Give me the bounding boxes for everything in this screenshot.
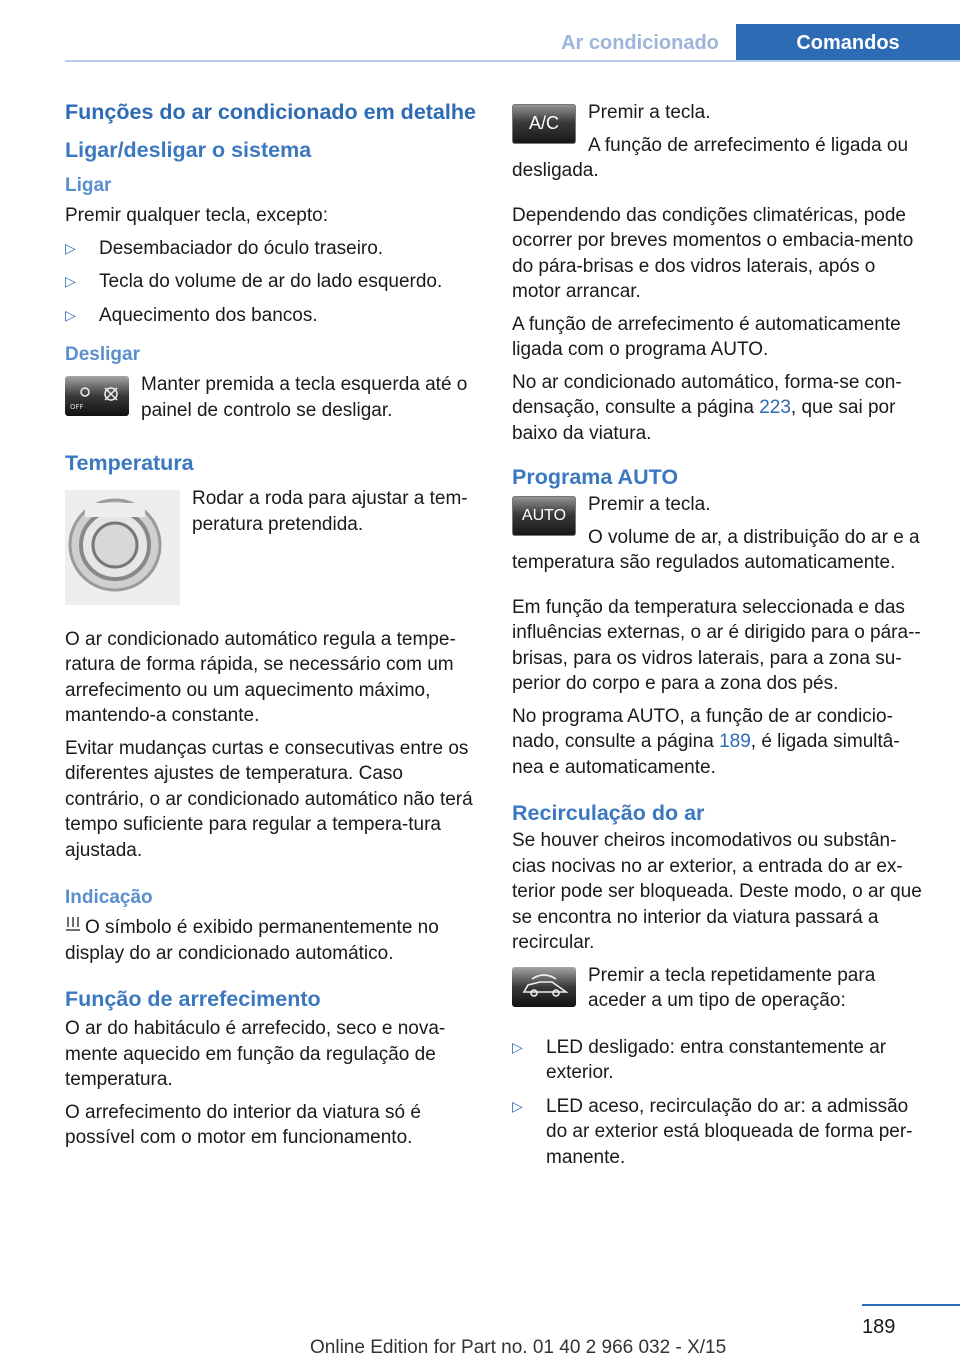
bullet-triangle-icon: ▷ (65, 273, 76, 289)
left-column (65, 100, 480, 1158)
para-on: Premir qualquer tecla, excepto: (65, 205, 328, 226)
recirculation-button-image (512, 967, 576, 1015)
para-recirc1: Se houver cheiros incomodativos ou substân‐cias nocivas no ar exterior, a entrada do ar ex‐terior pode ser bloqueada. Deste modo, o ar que se encontra no interior da viatura passará a recircular. (512, 830, 922, 953)
para-ac1: Premir a tecla. (588, 102, 711, 123)
subheading-on: Ligar (65, 175, 112, 196)
auto-button-image: AUTO (512, 496, 576, 536)
para-auto3: Em função da temperatura seleccionada e das influências externas, o ar é dirigido para o pára-‐brisas, para os vidros laterais, para a zona su‐perior do corpo e para a zona dos pés. (512, 596, 921, 694)
edition-footer: Online Edition for Part no. 01 40 2 966 032 - X/15 (310, 1337, 727, 1358)
off-button-image (65, 376, 129, 424)
list-recirculation-modes (512, 1035, 927, 1171)
para-indication: O símbolo é exibido permanentemente no display do ar condicionado automático. (65, 917, 439, 964)
heading-temperature: Temperatura (65, 451, 194, 475)
header-rule (65, 60, 960, 62)
subheading-indication: Indicação (65, 887, 153, 908)
off-label: OFF (70, 403, 84, 411)
para-auto1: Premir a tecla. (588, 494, 711, 515)
page-number-rule (862, 1304, 960, 1306)
subheading-off: Desligar (65, 344, 140, 365)
bullet-triangle-icon: ▷ (65, 306, 76, 323)
page-link-223[interactable]: 223 (759, 397, 791, 418)
page-number: 189 (862, 1316, 896, 1338)
bullet-triangle-icon: ▷ (65, 239, 76, 256)
list-on-exceptions (65, 236, 480, 329)
header-section-tab: Ar condicionado (561, 32, 719, 54)
bullet-triangle-icon: ▷ (512, 1038, 523, 1055)
header-chapter-tab: Comandos (736, 24, 960, 62)
para-ac5: No ar condicionado automático, forma-se con‐densação, consulte a página 223, que sai por baixo da viatura. (512, 371, 902, 444)
list-item: ▷ LED aceso, recirculação do ar: a admissão do ar exterior está bloqueada de forma per‐manente. (512, 1095, 913, 1168)
right-column (512, 100, 927, 1180)
para-off: Manter premida a tecla esquerda até o painel de controlo se desligar. (141, 374, 468, 421)
heading-recirculation: Recirculação do ar (512, 801, 705, 825)
para-auto4: No programa AUTO, a função de ar condicio‐nado, consulte a página 189, é ligada simultâ‐nea e automaticamente. (512, 705, 900, 778)
list-item: ▷ Aquecimento dos bancos. (65, 303, 480, 329)
list-item: ▷ Tecla do volume de ar do lado esquerdo. (65, 269, 480, 295)
para-cool1: O ar do habitáculo é arrefecido, seco e nova‐mente aquecido em função da regulação de temperatura. (65, 1018, 446, 1090)
page-link-189[interactable]: 189 (719, 731, 751, 752)
ac-button-image: A/C (512, 104, 576, 144)
para-auto2: O volume de ar, a distribuição do ar e a temperatura são regulados automaticamente. (512, 526, 920, 573)
para-ac3: Dependendo das condições climatéricas, pode ocorrer por breves momentos o embacia‐mento do pára-brisas e dos vidros laterais, após o motor arrancar. (512, 204, 914, 302)
para-temp3: Evitar mudanças curtas e consecutivas entre os diferentes ajustes de temperatura. Caso contrário, o ar condicionado automático não terá tempo suficiente para regular a tempera‐tura ajustada. (65, 737, 473, 861)
temperature-wheel-image (65, 490, 180, 613)
bullet-triangle-icon: ▷ (512, 1097, 523, 1114)
list-item: ▷ LED desligado: entra constantemente ar exterior. (512, 1036, 887, 1083)
section-title: Funções do ar condicionado em detalhe (65, 100, 476, 124)
heading-auto: Programa AUTO (512, 465, 679, 489)
para-temp2: O ar condicionado automático regula a tempe‐ratura de forma rápida, se necessário com um arrefecimento ou um aquecimento máximo, mantendo-a constante. (65, 628, 456, 726)
para-ac2: A função de arrefecimento é ligada ou desligada. (512, 134, 909, 181)
heading-cooling: Função de arrefecimento (65, 987, 321, 1011)
para-temp1: Rodar a roda para ajustar a tem‐peratura pretendida. (192, 488, 468, 535)
para-ac4: A função de arrefecimento é automaticamente ligada com o programa AUTO. (512, 313, 901, 360)
heading-onoff: Ligar/desligar o sistema (65, 138, 312, 162)
para-recirc2: Premir a tecla repetidamente para aceder a um tipo de operação: (588, 964, 876, 1011)
cooling-symbol-icon (65, 915, 85, 941)
para-cool2: O arrefecimento do interior da viatura só é possível com o motor em funcionamento. (65, 1101, 421, 1148)
list-item: ▷ Desembaciador do óculo traseiro. (65, 236, 480, 262)
